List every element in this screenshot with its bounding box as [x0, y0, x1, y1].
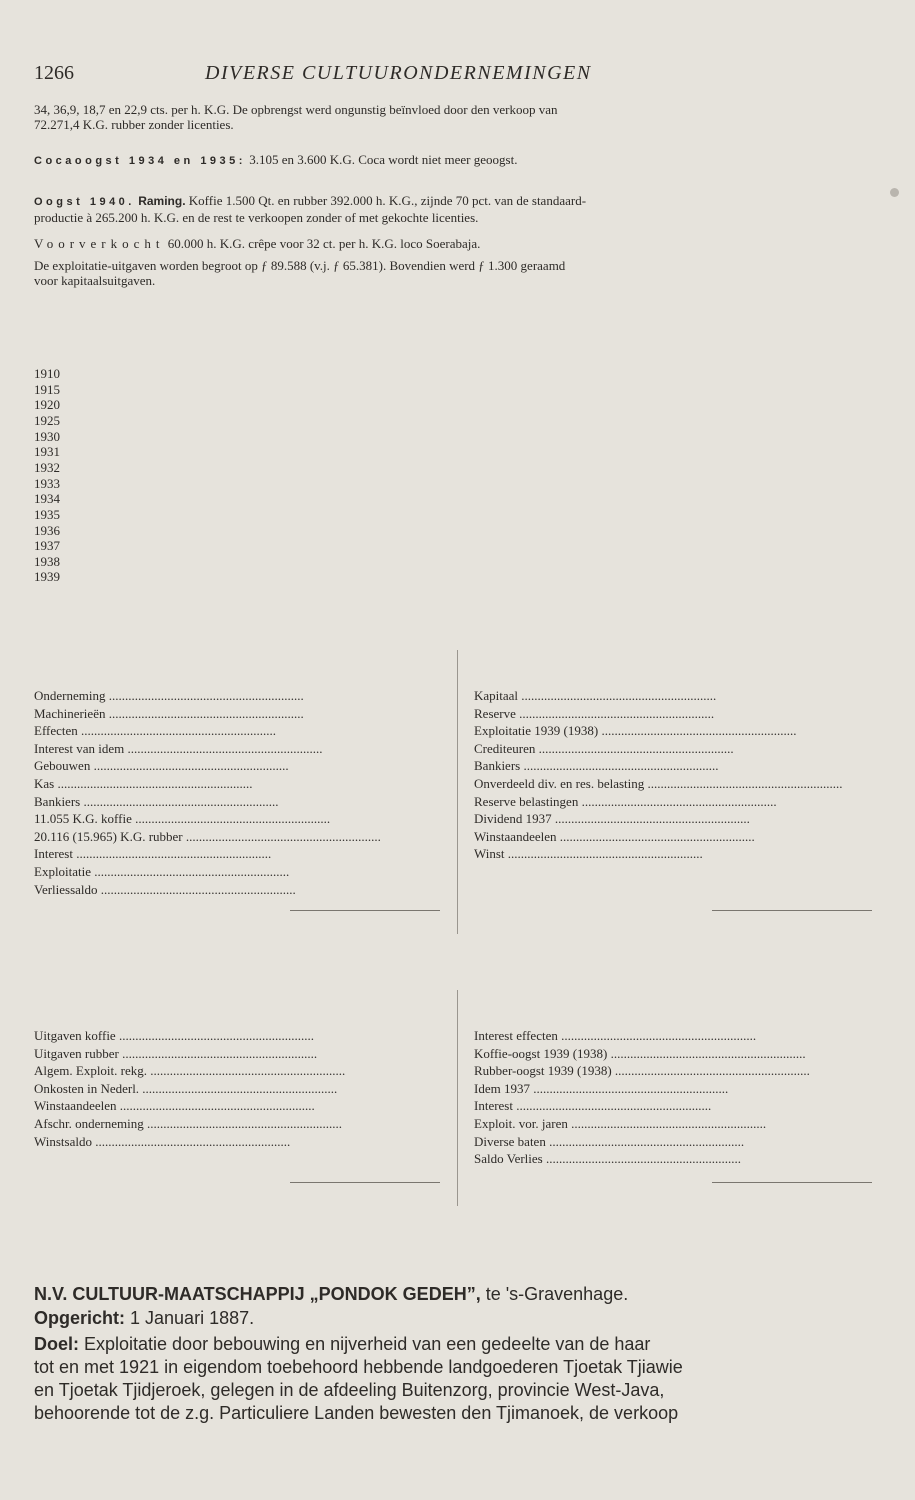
year-cell: 1932: [34, 459, 60, 475]
ledger-label: Interest van idem ............................................................: [34, 740, 323, 756]
ledger-label: Kas ............................................................: [34, 776, 253, 791]
total-rule: [290, 910, 440, 911]
ledger-label: 11.055 K.G. koffie ............................................................: [34, 811, 331, 827]
year-cell: 1934: [34, 491, 60, 507]
total-rule: [712, 1182, 872, 1183]
ledger-label: Winstaandeelen ............................................................: [34, 1098, 315, 1114]
ledger-label: Idem 1937 ............................................................: [474, 1080, 729, 1096]
company-name: N.V. CULTUUR-MAATSCHAPPIJ „PONDOK GEDEH”,: [34, 1284, 481, 1304]
voorverkocht-text: 60.000 h. K.G. crêpe voor 32 ct. per h. K.G. loco Soerabaja.: [164, 236, 481, 251]
expl-line: De exploitatie-uitgaven worden begroot op ƒ 89.588 (v.j. ƒ 65.381). Bovendien werd ƒ 1.300 geraamd: [34, 258, 566, 273]
ledger-label: Winst ............................................................: [474, 846, 703, 862]
doel-line: Exploitatie door bebouwing en nijverheid van een gedeelte van de haar: [79, 1334, 651, 1354]
exploitatie-paragraph: [34, 258, 870, 288]
doel-line: tot en met 1921 in eigendom toebehoord hebbende landgoederen Tjoetak Tjiawie: [34, 1357, 683, 1377]
ledger-label: Interest ............................................................: [34, 846, 272, 862]
column-separator: [457, 650, 458, 934]
ledger-label: Crediteuren ............................................................: [474, 740, 734, 756]
oogst-text: Koffie 1.500 Qt. en rubber 392.000 h. K.G., zijnde 70 pct. van de standaard-: [185, 193, 587, 208]
ledger-label: Effecten ............................................................: [34, 723, 277, 739]
ledger-label: Interest effecten ............................................................: [474, 1028, 757, 1043]
ledger-label: Rubber-oogst 1939 (1938) ............................................................: [474, 1063, 810, 1079]
company-location: te 's-Gravenhage.: [480, 1284, 629, 1304]
ledger-label: Uitgaven rubber ............................................................: [34, 1045, 318, 1061]
cocaoogst-paragraph: [34, 152, 870, 169]
intro-paragraph: [34, 102, 870, 132]
year-cell: 1938: [34, 553, 60, 569]
year-cell: 1939: [34, 569, 60, 585]
year-cell: 1933: [34, 475, 60, 491]
ledger-label: Onkosten in Nederl. ............................................................: [34, 1080, 338, 1096]
year-cell: 1925: [34, 412, 60, 428]
opgericht-line: [34, 1307, 874, 1330]
ledger-label: Winstsaldo ............................................................: [34, 1133, 291, 1149]
running-title: DIVERSE CULTUURONDERNEMINGEN: [205, 62, 592, 84]
year-cell: 1937: [34, 538, 60, 554]
total-rule: [712, 910, 872, 911]
ledger-label: Exploitatie ............................................................: [34, 864, 290, 879]
ledger-label: Verliessaldo ............................................................: [34, 881, 296, 897]
doel-paragraph: [34, 1333, 874, 1425]
year-cell: 1910: [34, 366, 60, 381]
ledger-label: Dividend 1937 ............................................................: [474, 811, 750, 827]
year-cell: 1920: [34, 397, 60, 413]
year-cell: 1930: [34, 428, 60, 444]
intro-line: 34, 36,9, 18,7 en 22,9 cts. per h. K.G. De opbrengst werd ongunstig beïnvloed door den verkoop van: [34, 102, 558, 117]
ledger-label: 20.116 (15.965) K.G. rubber ............................................................: [34, 828, 381, 844]
ledger-label: Exploit. vor. jaren ............................................................: [474, 1116, 767, 1131]
ledger-label: Reserve belastingen ............................................................: [474, 793, 777, 809]
oogst-text: productie à 265.200 h. K.G. en de rest te verkoopen zonder of met gekochte licenties.: [34, 210, 479, 225]
ledger-label: Onderneming ............................................................: [34, 688, 304, 703]
ledger-label: Onverdeeld div. en res. belasting ............................................................: [474, 776, 843, 791]
ledger-label: Afschr. onderneming ............................................................: [34, 1116, 343, 1131]
voorverkocht-label: Voorverkocht: [34, 236, 165, 251]
expl-line: voor kapitaalsuitgaven.: [34, 273, 156, 288]
intro-line: 72.271,4 K.G. rubber zonder licenties.: [34, 117, 234, 132]
ledger-label: Bankiers ............................................................: [34, 793, 279, 809]
company-heading: [34, 1283, 874, 1306]
opgericht-text: 1 Januari 1887.: [125, 1308, 255, 1328]
paper-speck: [890, 188, 899, 197]
ledger-label: Winstaandeelen ............................................................: [474, 828, 755, 844]
voorverkocht-paragraph: [34, 236, 870, 251]
page-number: 1266: [34, 62, 74, 84]
ledger-label: Bankiers ............................................................: [474, 758, 719, 774]
ledger-label: Diverse baten ............................................................: [474, 1133, 745, 1149]
cocaoogst-text: 3.105 en 3.600 K.G. Coca wordt niet meer geoogst.: [245, 152, 518, 167]
total-rule: [290, 1182, 440, 1183]
ledger-label: Exploitatie 1939 (1938) ............................................................: [474, 723, 797, 739]
year-cell: 1931: [34, 444, 60, 460]
year-cell: 1935: [34, 506, 60, 522]
year-cell: 1915: [34, 381, 60, 397]
ledger-label: Koffie-oogst 1939 (1938) ............................................................: [474, 1045, 806, 1061]
oogst-label: Oogst 1940.: [34, 196, 135, 208]
ledger-label: Kapitaal ............................................................: [474, 688, 717, 703]
ledger-label: Saldo Verlies ............................................................: [474, 1151, 741, 1167]
doel-label: Doel:: [34, 1334, 79, 1354]
ledger-label: Reserve ............................................................: [474, 705, 715, 721]
ledger-label: Gebouwen ............................................................: [34, 758, 289, 774]
oogst-raming: Raming.: [134, 194, 186, 208]
cocaoogst-label: Cocaoogst 1934 en 1935:: [34, 155, 246, 167]
year-cell: 1936: [34, 522, 60, 538]
ledger-label: Machinerieën ............................................................: [34, 705, 304, 721]
oogst-paragraph: [34, 193, 870, 225]
opgericht-label: Opgericht:: [34, 1308, 126, 1328]
ledger-label: Uitgaven koffie ............................................................: [34, 1028, 314, 1043]
column-separator: [457, 990, 458, 1206]
doel-line: en Tjoetak Tjidjeroek, gelegen in de afdeeling Buitenzorg, provincie West-Java,: [34, 1380, 665, 1400]
doel-line: behoorende tot de z.g. Particuliere Landen bewesten den Tjimanoek, de verkoop: [34, 1403, 679, 1423]
ledger-label: Algem. Exploit. rekg. ............................................................: [34, 1063, 346, 1079]
ledger-label: Interest ............................................................: [474, 1098, 712, 1114]
